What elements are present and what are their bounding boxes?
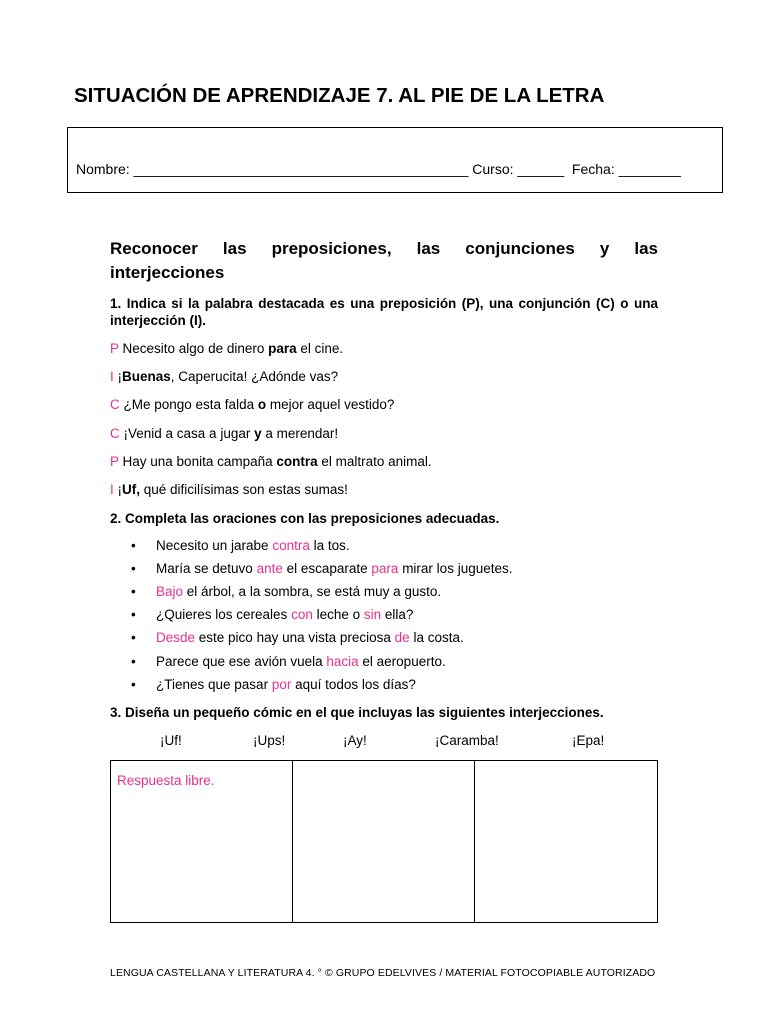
interjection-epa: ¡Epa! — [572, 733, 605, 748]
question-1-prompt: 1. Indica si la palabra destacada es una preposición (P), una conjunción (C) o una interjección (I). — [110, 296, 658, 328]
interjection-uf: ¡Uf! — [160, 733, 182, 748]
bullet-icon: • — [131, 607, 136, 622]
q1-answer: P — [110, 454, 119, 469]
q1-answer: I — [110, 369, 114, 384]
section-title-line-2: interjecciones — [110, 263, 225, 282]
q1-answer: I — [110, 482, 114, 497]
bullet-icon: • — [131, 654, 136, 669]
student-info-box — [67, 127, 723, 193]
q1-item: C ¡Venid a casa a jugar y a merendar! — [110, 426, 339, 441]
q1-item: C ¿Me pongo esta falda o mejor aquel vestido? — [110, 397, 395, 412]
bullet-icon: • — [131, 584, 136, 599]
interjection-ay: ¡Ay! — [343, 733, 367, 748]
course-blank[interactable]: ______ — [517, 161, 565, 177]
bullet-icon: • — [131, 538, 136, 553]
q1-item: P Necesito algo de dinero para el cine. — [110, 341, 344, 356]
section-title — [110, 237, 658, 285]
free-answer-note: Respuesta libre. — [117, 773, 215, 788]
q1-answer: P — [110, 341, 119, 356]
student-info-line — [76, 161, 681, 177]
page-title: SITUACIÓN DE APRENDIZAJE 7. AL PIE DE LA LETRA — [74, 84, 605, 107]
q1-item: I ¡Uf, qué dificilísimas son estas sumas! — [110, 482, 348, 497]
page-footer: LENGUA CASTELLANA Y LITERATURA 4. ° © GRUPO EDELVIVES / MATERIAL FOTOCOPIABLE AUTORIZADO — [110, 967, 656, 979]
q1-item: I ¡Buenas, Caperucita! ¿Adónde vas? — [110, 369, 339, 384]
comic-panel-divider — [292, 760, 293, 923]
date-label: Fecha: — [571, 161, 615, 177]
question-2-prompt: 2. Completa las oraciones con las preposiciones adecuadas. — [110, 511, 500, 526]
q1-item: P Hay una bonita campaña contra el maltrato animal. — [110, 454, 432, 469]
date-blank[interactable]: ________ — [618, 161, 681, 177]
comic-panel-divider — [474, 760, 475, 923]
bullet-icon: • — [131, 630, 136, 645]
course-label: Curso: — [472, 161, 514, 177]
interjection-caramba: ¡Caramba! — [435, 733, 499, 748]
name-blank[interactable]: ___________________________________________ — [133, 161, 469, 177]
bullet-icon: • — [131, 561, 136, 576]
bullet-icon: • — [131, 677, 136, 692]
section-title-line-1: Reconocer las preposiciones, las conjunciones y las — [110, 239, 658, 258]
question-3-prompt: 3. Diseña un pequeño cómic en el que incluyas las siguientes interjecciones. — [110, 705, 604, 720]
q1-answer: C — [110, 397, 120, 412]
interjection-ups: ¡Ups! — [253, 733, 286, 748]
name-label: Nombre: — [76, 161, 130, 177]
q1-answer: C — [110, 426, 120, 441]
